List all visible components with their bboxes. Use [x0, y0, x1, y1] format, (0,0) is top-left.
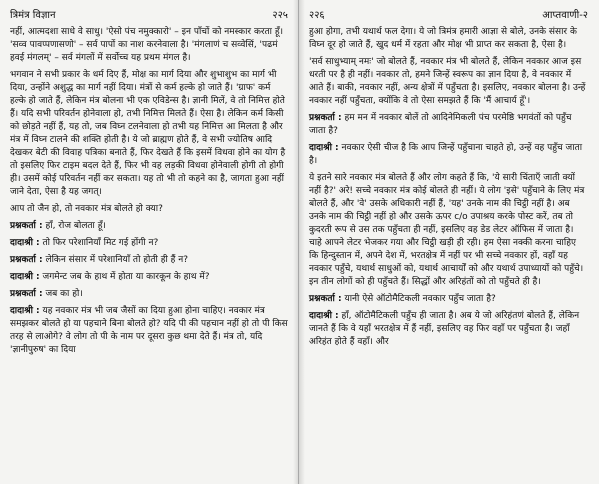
dialogue-text: यानी ऐसे ऑटोमैटिकली नवकार पहुँच जाता है? [344, 294, 496, 304]
dialogue-text: हम मन में नवकार बोलें तो आदिनेमिकली पंच परमेष्ठि भगवंतों को पहुँच जाता है? [309, 113, 572, 136]
speaker-label: प्रश्नकर्ता : [309, 113, 342, 123]
left-running-head [10, 10, 288, 22]
right-page [299, 0, 598, 484]
speaker-label: दादाश्री : [10, 238, 40, 248]
dialogue-line [309, 142, 588, 168]
speaker-label: दादाश्री : [10, 306, 40, 316]
dialogue-line [309, 112, 588, 138]
left-header-title: त्रिमंत्र विज्ञान [10, 10, 56, 21]
left-page [0, 0, 299, 484]
paragraph: नहीं, आत्मदशा साधे वे साधु। 'ऐसो पंच नमुक्कारो' – इन पाँचों को नमस्कार करता हूँ। 'सव्व पावप्पणासणो' – सर्व पापों का नाश करनेवाला है। 'मंगलाणं च सव्वेसिं, 'पढमं हवई मंगलम्' – सर्व मंगलों में सर्वोच्च यह प्रथम मंगल है। [10, 27, 284, 63]
right-page-content [309, 26, 588, 349]
dialogue-line [309, 293, 588, 306]
right-running-head [309, 10, 588, 22]
dialogue-text: हाँ, रोज बोलता हूँ। [45, 221, 106, 231]
left-page-content [10, 26, 288, 357]
speaker-label: प्रश्नकर्ता : [309, 294, 342, 304]
dialogue-text: जगमेन्ट जब के हाथ में होता या कारकून के हाथ में? [42, 272, 210, 282]
paragraph: हुआ होगा, तभी यथार्थ फल देगा। ये जो त्रिमंत्र हमारी आज्ञा से बोले, उनके संसार के विघ्न दूर हो जाते हैं, खुद धर्म में रहता और मोक्ष भी प्राप्त कर सकता है, ऐसा है। [309, 27, 577, 50]
paragraph: भगवान ने सभी प्रकार के धर्म दिए हैं, मोक्ष का मार्ग दिया और शुभाशुभ का मार्ग भी दिया, उन्होंने अशुद्ध का मार्ग नहीं दिया। मंत्रों से कर्म हल्के हो जाते हैं। 'ग्राफ' कर्म हल्के हो जाते हैं, लेकिन मंत्र बोलना भी एक एविडेन्स है। ज्ञानी मिलें, वे तो निमित्त होते हैं। यदि सभी परिवर्तन होनेवाला हो, तभी निमित्त मिलते हैं। ऐसा है। लेकिन कर्म किसी को छोड़ते नहीं हैं, यह तो, जब विघ्न टलनेवाला हो तभी यह निमित्त आ मिलता है और मंत्र में विघ्न टालने की शक्ति होती है। ये जो ब्राह्मण होते हैं, वे सभी ज्योतिष आदि देखकर बेटी की विवाह पत्रिका बनाते हैं, फिर देखते हैं कि इसमें विधवा होने का योग है तो इसलिए फिर टाइम बदल देते हैं, फिर भी वह लड़की विधवा होनेवाली होगी तो होगी ही। उसमें कोई परिवर्तन नहीं कर सकता। यह तो भी तो कहने का है, जागता हुआ नहीं जाने देता, ऐसा है यह जगत्। [10, 70, 286, 197]
dialogue-text: जब का हो। [45, 289, 83, 299]
speaker-label: दादाश्री : [10, 272, 40, 282]
speaker-label: प्रश्नकर्ता : [10, 221, 43, 231]
speaker-label: दादाश्री : [309, 143, 339, 153]
paragraph: ये इतने सारे नवकार मंत्र बोलते हैं और लोग कहते हैं कि, 'ये सारी चिंताएँ जाती क्यों नहीं है?' अरे! सच्चे नवकार मंत्र कोई बोलते ही नहीं। ये लोग 'इसे' पहुँचाने के लिए मंत्र बोलते हैं, और 'वे' उसके अधिकारी नहीं हैं, 'यह' उनके नाम की चिट्ठी नहीं है। अब उनके नाम की चिट्ठी नहीं हो और उसके ऊपर c/o उपाश्रय करके पोस्ट करें, तब तो कुदरती रूप से उस तक पहुँचता ही नहीं, इसलिए वह डेड लेटर ऑफिस में जाता है। चाहे आपने लेटर भेजकर गया और चिट्ठी खड़ी ही रही। हम ऐसा नक्की करना चाहिए कि हिन्दुस्तान में, अपने देश में, भरतक्षेत्र में नहीं पर भी सच्चे नवकार हों, वहाँ यह नवकार पहुँचे, यथार्थ साधुओं को, यथार्थ आचार्यों को और यथार्थ उपाध्यायों को पहुँचे। इन तीन लोगों को ही पहुँचते हैं। सिद्धों और अरिहंतों को तो पहुँचते ही है। [309, 173, 585, 287]
paragraph: आप तो जैन हो, तो नवकार मंत्र बोलते हो क्या? [10, 204, 163, 214]
dialogue-text: तो फिर परेशानियाँ मिट गई होंगी न? [42, 238, 159, 248]
speaker-label: प्रश्नकर्ता : [10, 289, 43, 299]
dialogue-line [10, 237, 288, 250]
right-header-title: आप्तवाणी-२ [542, 10, 588, 21]
dialogue-text: नवकार ऐसी चीज है कि आप जिन्हें पहुँचाना चाहते हो, उन्हें वह पहुँच जाता है। [309, 143, 583, 166]
dialogue-line [10, 288, 288, 301]
dialogue-line [10, 254, 288, 267]
dialogue-line [10, 271, 288, 284]
dialogue-text: हाँ, ऑटोमैटिकली पहुँच ही जाता है। अब ये जो अरिहंतणं बोलते हैं, लेकिन जानते हैं कि वे यहाँ भरतक्षेत्र में हैं नहीं, इसलिए वह फिर वहाँ पर पहुँचता है। जहाँ अरिहंत होते हैं वहाँ। और [309, 311, 580, 347]
left-page-number: २२५ [272, 10, 288, 21]
paragraph: 'सर्व साधुभ्याम् नमः' जो बोलते हैं, नवकार मंत्र भी बोलते हैं, लेकिन नवकार आज इस धरती पर है ही नहीं। नवकार तो, हमने जिन्हें स्वरूप का ज्ञान दिया है, वे नवकार में आते हैं। बाकी, नवकार नहीं, अन्य क्षेत्रों में पहुँचता है। इसलिए, नवकार बोलना है। उन्हें नवकार नहीं पहुँचता, क्योंकि वे तो ऐसा समझते हैं कि 'मैं आचार्य हूँ'। [309, 57, 586, 106]
dialogue-line [10, 220, 288, 233]
speaker-label: प्रश्नकर्ता : [10, 255, 43, 265]
dialogue-line [10, 305, 288, 357]
dialogue-line [309, 310, 588, 349]
dialogue-text: लेकिन संसार में परेशानियाँ तो होती ही हैं न? [45, 255, 189, 265]
speaker-label: दादाश्री : [309, 311, 339, 321]
right-page-number: २२६ [309, 10, 325, 21]
dialogue-text: यह नवकार मंत्र भी जब जैसों का दिया हुआ होना चाहिए। नवकार मंत्र समझकर बोलते हो या पहचाने बिना बोलते हो? यदि पी की पहचान नहीं हो तो पी किस तरह से लाओगे? वे लोग तो पी के नाम पर दूसरा कुछ थमा देते हैं। मंत्र तो, यदि 'ज्ञानीपुरुष' का दिया [10, 306, 288, 355]
